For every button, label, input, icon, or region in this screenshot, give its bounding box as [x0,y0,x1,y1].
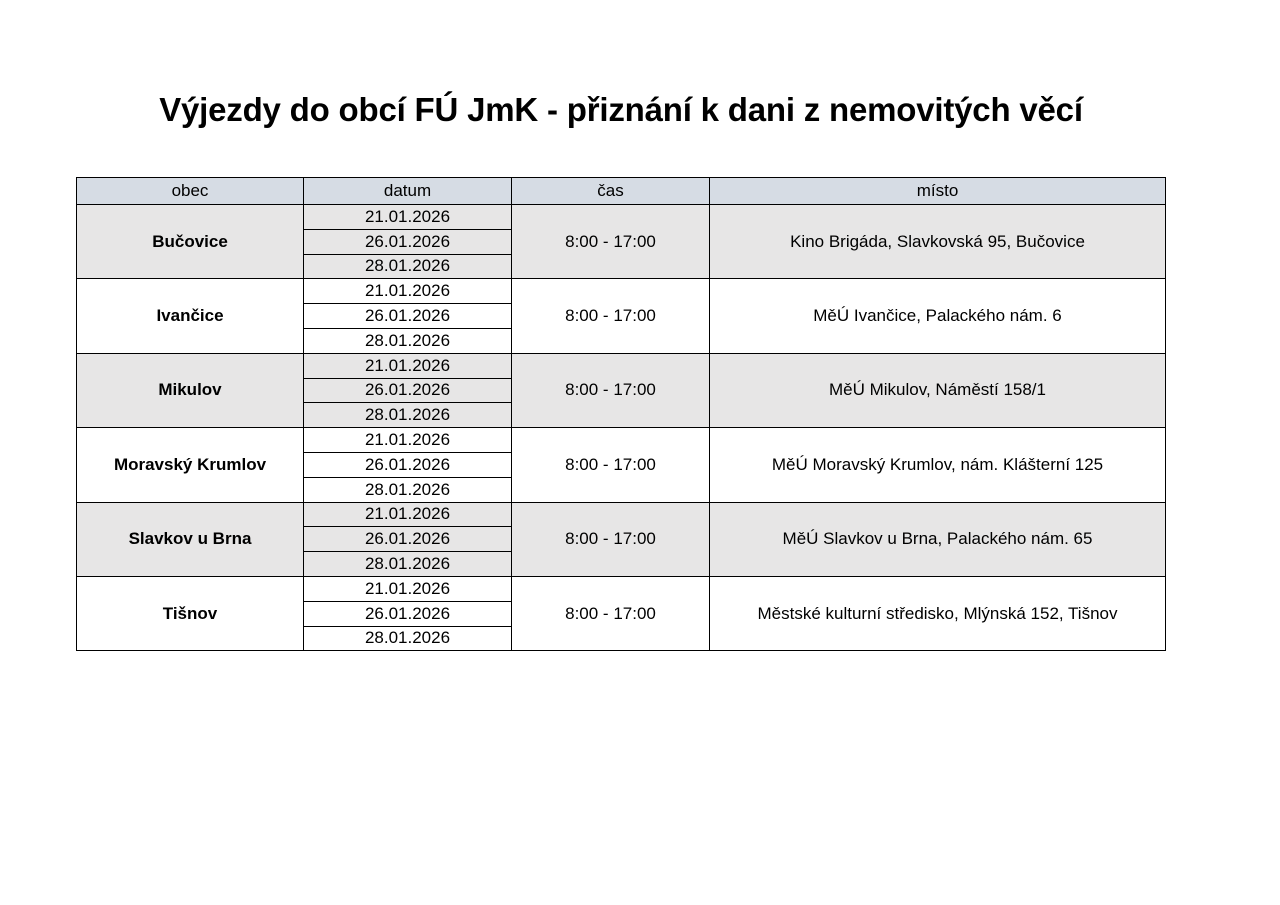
cell-datum: 21.01.2026 [304,353,512,378]
cell-obec: Slavkov u Brna [77,502,304,576]
cell-obec: Moravský Krumlov [77,428,304,502]
header-obec: obec [77,178,304,205]
table-header-row [77,178,1166,205]
cell-datum: 21.01.2026 [304,428,512,453]
cell-misto: MěÚ Slavkov u Brna, Palackého nám. 65 [710,502,1166,576]
table-row [77,576,1166,601]
cell-datum: 28.01.2026 [304,328,512,353]
cell-cas: 8:00 - 17:00 [512,502,710,576]
cell-datum: 26.01.2026 [304,378,512,403]
cell-datum: 26.01.2026 [304,229,512,254]
cell-cas: 8:00 - 17:00 [512,353,710,427]
cell-obec: Tišnov [77,576,304,650]
cell-datum: 28.01.2026 [304,403,512,428]
cell-misto: MěÚ Ivančice, Palackého nám. 6 [710,279,1166,353]
header-cas: čas [512,178,710,205]
cell-cas: 8:00 - 17:00 [512,279,710,353]
cell-cas: 8:00 - 17:00 [512,205,710,279]
cell-datum: 28.01.2026 [304,626,512,651]
cell-datum: 26.01.2026 [304,601,512,626]
cell-datum: 26.01.2026 [304,304,512,329]
table-row [77,428,1166,453]
cell-datum: 28.01.2026 [304,477,512,502]
header-misto: místo [710,178,1166,205]
cell-datum: 21.01.2026 [304,279,512,304]
header-datum: datum [304,178,512,205]
table-row [77,205,1166,230]
cell-misto: Městské kulturní středisko, Mlýnská 152, Tišnov [710,576,1166,650]
table-row [77,502,1166,527]
cell-misto: MěÚ Moravský Krumlov, nám. Klášterní 125 [710,428,1166,502]
cell-datum: 28.01.2026 [304,552,512,577]
page-title: Výjezdy do obcí FÚ JmK - přiznání k dani z nemovitých věcí [159,91,1083,128]
cell-misto: Kino Brigáda, Slavkovská 95, Bučovice [710,205,1166,279]
table-row [77,353,1166,378]
cell-datum: 26.01.2026 [304,527,512,552]
cell-datum: 26.01.2026 [304,452,512,477]
table-body [77,205,1166,651]
cell-misto: MěÚ Mikulov, Náměstí 158/1 [710,353,1166,427]
cell-obec: Ivančice [77,279,304,353]
cell-cas: 8:00 - 17:00 [512,576,710,650]
table-row [77,279,1166,304]
cell-datum: 21.01.2026 [304,576,512,601]
cell-obec: Mikulov [77,353,304,427]
cell-datum: 21.01.2026 [304,205,512,230]
cell-cas: 8:00 - 17:00 [512,428,710,502]
cell-datum: 21.01.2026 [304,502,512,527]
cell-obec: Bučovice [77,205,304,279]
cell-datum: 28.01.2026 [304,254,512,279]
schedule-table [76,177,1166,651]
